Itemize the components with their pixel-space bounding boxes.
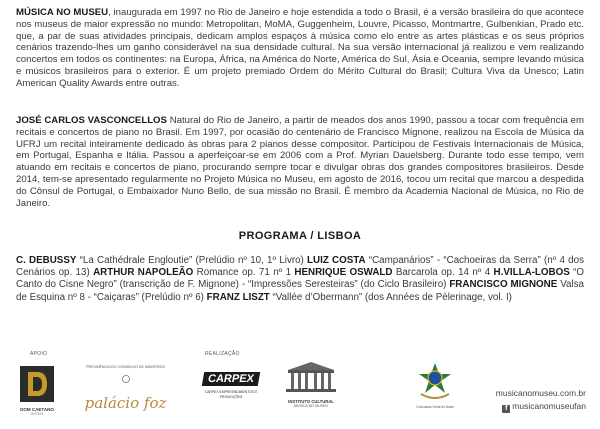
programa-title: PROGRAMA / LISBOA <box>238 230 362 242</box>
composer: FRANCISCO MIGNONE <box>449 279 558 291</box>
palacio-top-text: PRESIDÊNCIA DO CONSELHO DE MINISTROS <box>86 365 165 369</box>
work: Barcarola op. 14 nº 4 <box>392 267 494 279</box>
dom-caetano-sub: HOTEIS <box>30 412 44 416</box>
work: “La Cathédrale Engloutie” (Prelúdio nº 10, 1º Livro) <box>76 255 308 266</box>
instituto-sub: MÚSICA NO MUSEU <box>293 404 329 408</box>
bio-paragraph <box>16 115 584 209</box>
carpex-logo <box>203 372 259 412</box>
composer: ARTHUR NAPOLEÃO <box>93 267 194 279</box>
dom-caetano-logo <box>20 366 54 414</box>
intro-text: , inaugurada em 1997 no Rio de Janeiro e hoje estendida a todo o Brasil, é a versão brasileira do que acontece nos museus de maior expressão no mundo: Metropolitan, MoMA, Guggenheim, Louvre, Picasso, Montmartre, Gulbenkian, Prado etc. que, a par de suas atividades principais, dedicam amplos espaços à música como elo entre as artes plásticas e os seus próprios cenários trazendo-lhes um ganho considerável na sua densidade cultural. Na sua versão internacional já realizou e vem realizando concertos em todos os continentes: na Europa, África, na América do Norte, América do Sul, Ásia e Oceania, sempre levando música e músicos brasileiros para o exterior. É um projeto premiado Ordem do Mérito Cultural do Brasil; Cultura Viva da Unesco; Latin American Quality Awards entre outras. <box>16 7 584 89</box>
museum-building-icon <box>282 360 340 394</box>
apoio-label: APOIO <box>30 351 48 357</box>
intro-paragraph <box>16 7 584 90</box>
coat-of-arms-icon <box>119 375 133 383</box>
brazil-coat-of-arms-icon <box>417 362 453 400</box>
consulado-logo <box>413 362 457 414</box>
composer: C. DEBUSSY <box>16 255 77 266</box>
work: “O Canto do Cisne Negro” (transcrição de F. Mignone) - “Impressões Seresteiras” (do Ciclo Brasileiro) <box>16 267 584 291</box>
palacio-foz-logo <box>78 365 173 413</box>
work: Valsa de Esquina nº 8 - “Caiçaras” (Prelúdio nº 6) <box>16 279 584 303</box>
palacio-foz-text: palácio foz <box>84 394 167 412</box>
carpex-text: CARPEX <box>202 372 260 386</box>
bio-text: Natural do Rio de Janeiro, a partir de meados dos anos 1990, passou a tocar com frequência em recitais e concertos de piano no Brasil. Em 1997, por ocasião do centenário de Francisco Mignone, realizou na Escola de Música da UFRJ um recital inteiramente dedicado às obras para 2 pianos desse compositor. Participou de Festivais Internacionais de Música, em Portugal, Espanha e Itália. Passou a aperfeiçoar-se em 2006 com a Prof. Myrian Dauelsberg. Durante todo esse tempo, vem atuando em recitais e concertos de piano, procurando sempre tocar e divulgar obras dos grandes compositores brasileiros. Desde 2014, tem-se apresentado regularmente no Projeto Música no Museu, em agosto de 2016, tocou um recital que marcou a despedida do Cônsul de Portugal, o Embaixador Nuno Bello, de sua missão no Brasil. É membro da Academia Nacional de Música, no Rio de Janeiro. <box>16 115 584 209</box>
carpex-sub: CARPEX EMPREENDIMENTOS E PROMOÇÕES <box>204 390 258 399</box>
consulado-text: Consulado-Geral do Brasil <box>416 405 454 409</box>
instituto-cultural-logo <box>282 360 340 412</box>
work: Romance op. 71 nº 1 <box>193 267 295 279</box>
website-link[interactable]: musicanomuseu.com.br <box>495 388 586 398</box>
work: “Vallée d’Obermann” (dos Années de Pèlerinage, vol. I) <box>269 291 512 303</box>
dom-caetano-mark <box>20 366 54 402</box>
composer: HENRIQUE OSWALD <box>294 267 393 279</box>
work: “Campanários” - “Cachoeiras da Serra” (nº 4 dos Cenários op. 13) <box>16 255 584 279</box>
composer: FRANZ LISZT <box>206 291 270 303</box>
facebook-icon: f <box>502 405 510 413</box>
bio-lead: JOSÉ CARLOS VASCONCELLOS <box>16 115 167 126</box>
realizacao-label: REALIZAÇÃO <box>205 351 240 357</box>
composer: LUIZ COSTA <box>307 255 366 266</box>
facebook-link[interactable] <box>502 401 586 413</box>
facebook-handle: musicanomuseufan <box>512 401 586 411</box>
intro-lead: MÚSICA NO MUSEU <box>16 7 109 18</box>
instituto-text: INSTITUTO CULTURAL <box>288 399 334 404</box>
programa-list <box>16 255 584 304</box>
dom-caetano-text: DOM CAETANO <box>20 407 54 412</box>
composer: H.VILLA-LOBOS <box>493 267 570 279</box>
